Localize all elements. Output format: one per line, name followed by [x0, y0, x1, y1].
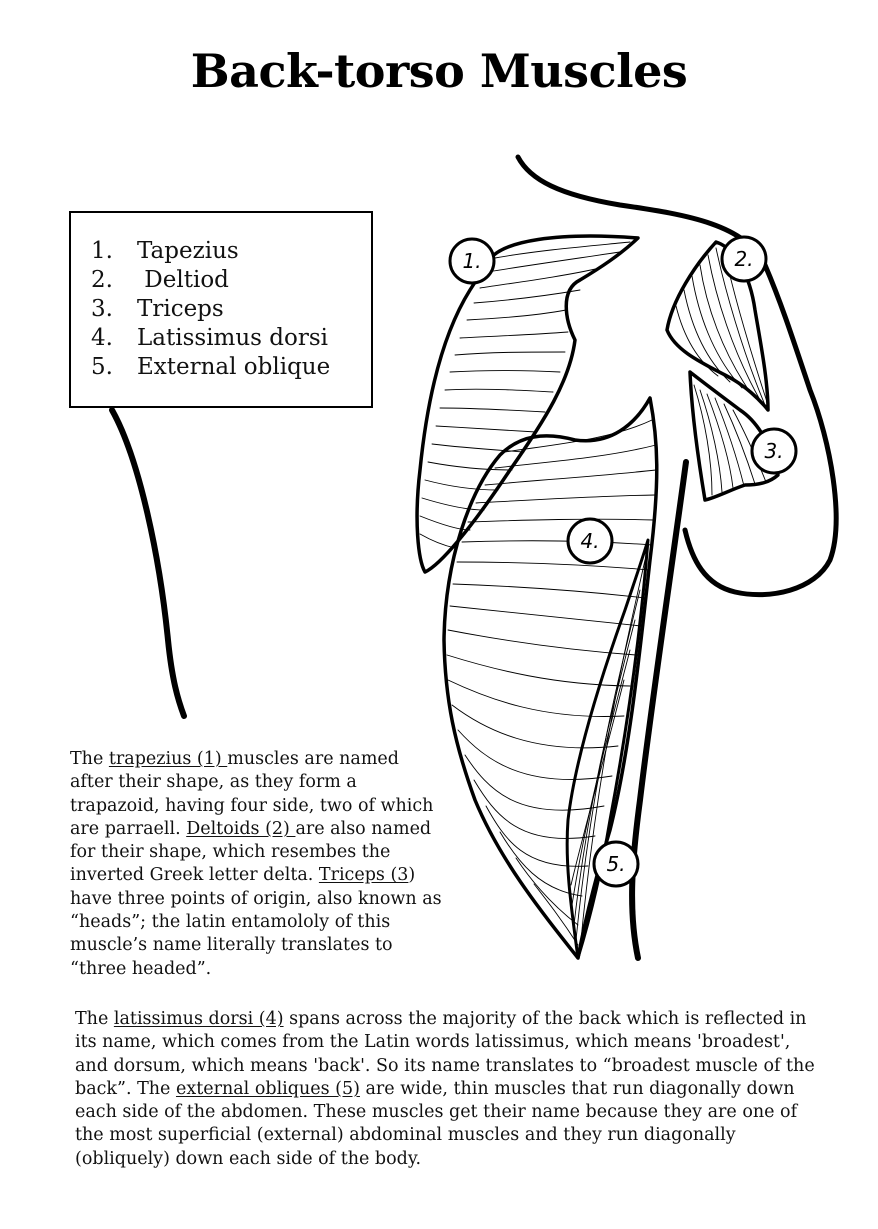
legend-item-latissimus: 4. Latissimus dorsi — [91, 325, 329, 351]
description-paragraph-1: The trapezius (1) muscles are named after their shape, as they form a trapazoid, having four side, two of which are parraell. Deltoids (2) are also named for their shape, which resembes the inverted Greek letter delta. Triceps (3) have three points of origin, also known as “heads”; the latin entamololy of this muscle’s name literally translates to “three headed”. — [70, 749, 442, 979]
callout-5-label: 5. — [606, 852, 626, 876]
callout-1-label: 1. — [462, 249, 482, 273]
callout-3 — [752, 429, 796, 473]
term-trapezius: trapezius (1) — [108, 749, 228, 769]
term-external-obliques: external obliques (5) — [175, 1078, 360, 1099]
callout-3-label: 3. — [764, 439, 784, 463]
callout-1 — [450, 239, 494, 283]
torso-right-edge — [632, 462, 686, 958]
legend-item-deltoid: 2. Deltiod — [91, 267, 229, 293]
term-deltoids: Deltoids (2) — [186, 818, 296, 839]
callout-5 — [594, 842, 638, 886]
legend-list — [91, 237, 330, 382]
callout-2 — [722, 237, 766, 281]
muscle-legend — [69, 211, 373, 408]
callout-2-label: 2. — [734, 247, 754, 271]
callout-4 — [568, 519, 612, 563]
legend-item-triceps: 3. Triceps — [91, 296, 224, 322]
callout-4-label: 4. — [580, 529, 600, 553]
term-latissimus-dorsi: latissimus dorsi (4) — [113, 1009, 284, 1029]
description-paragraph-2: The latissimus dorsi (4) spans across the majority of the back which is reflected in its name, which comes from the Latin words latissimus, which means 'broadest', and dorsum, which means 'back'. So its name translates to “broadest muscle of the back”. The external obliques (5) are wide, thin muscles that run diagonally down each side of the abdomen. These muscles get their name because they are one of the most superficial (external) abdominal muscles and they run diagonally (obliquely) down each side of the body. — [75, 1009, 815, 1169]
legend-item-oblique: 5. External oblique — [91, 354, 331, 380]
legend-item-trapezius: 1. Tapezius — [91, 238, 239, 264]
term-triceps: Triceps (3 — [318, 865, 409, 886]
page-title: Back-torso Muscles — [190, 44, 688, 98]
left-body-outline — [112, 410, 184, 716]
trapezius-fibers — [420, 242, 630, 548]
trapezius-muscle — [417, 236, 638, 572]
